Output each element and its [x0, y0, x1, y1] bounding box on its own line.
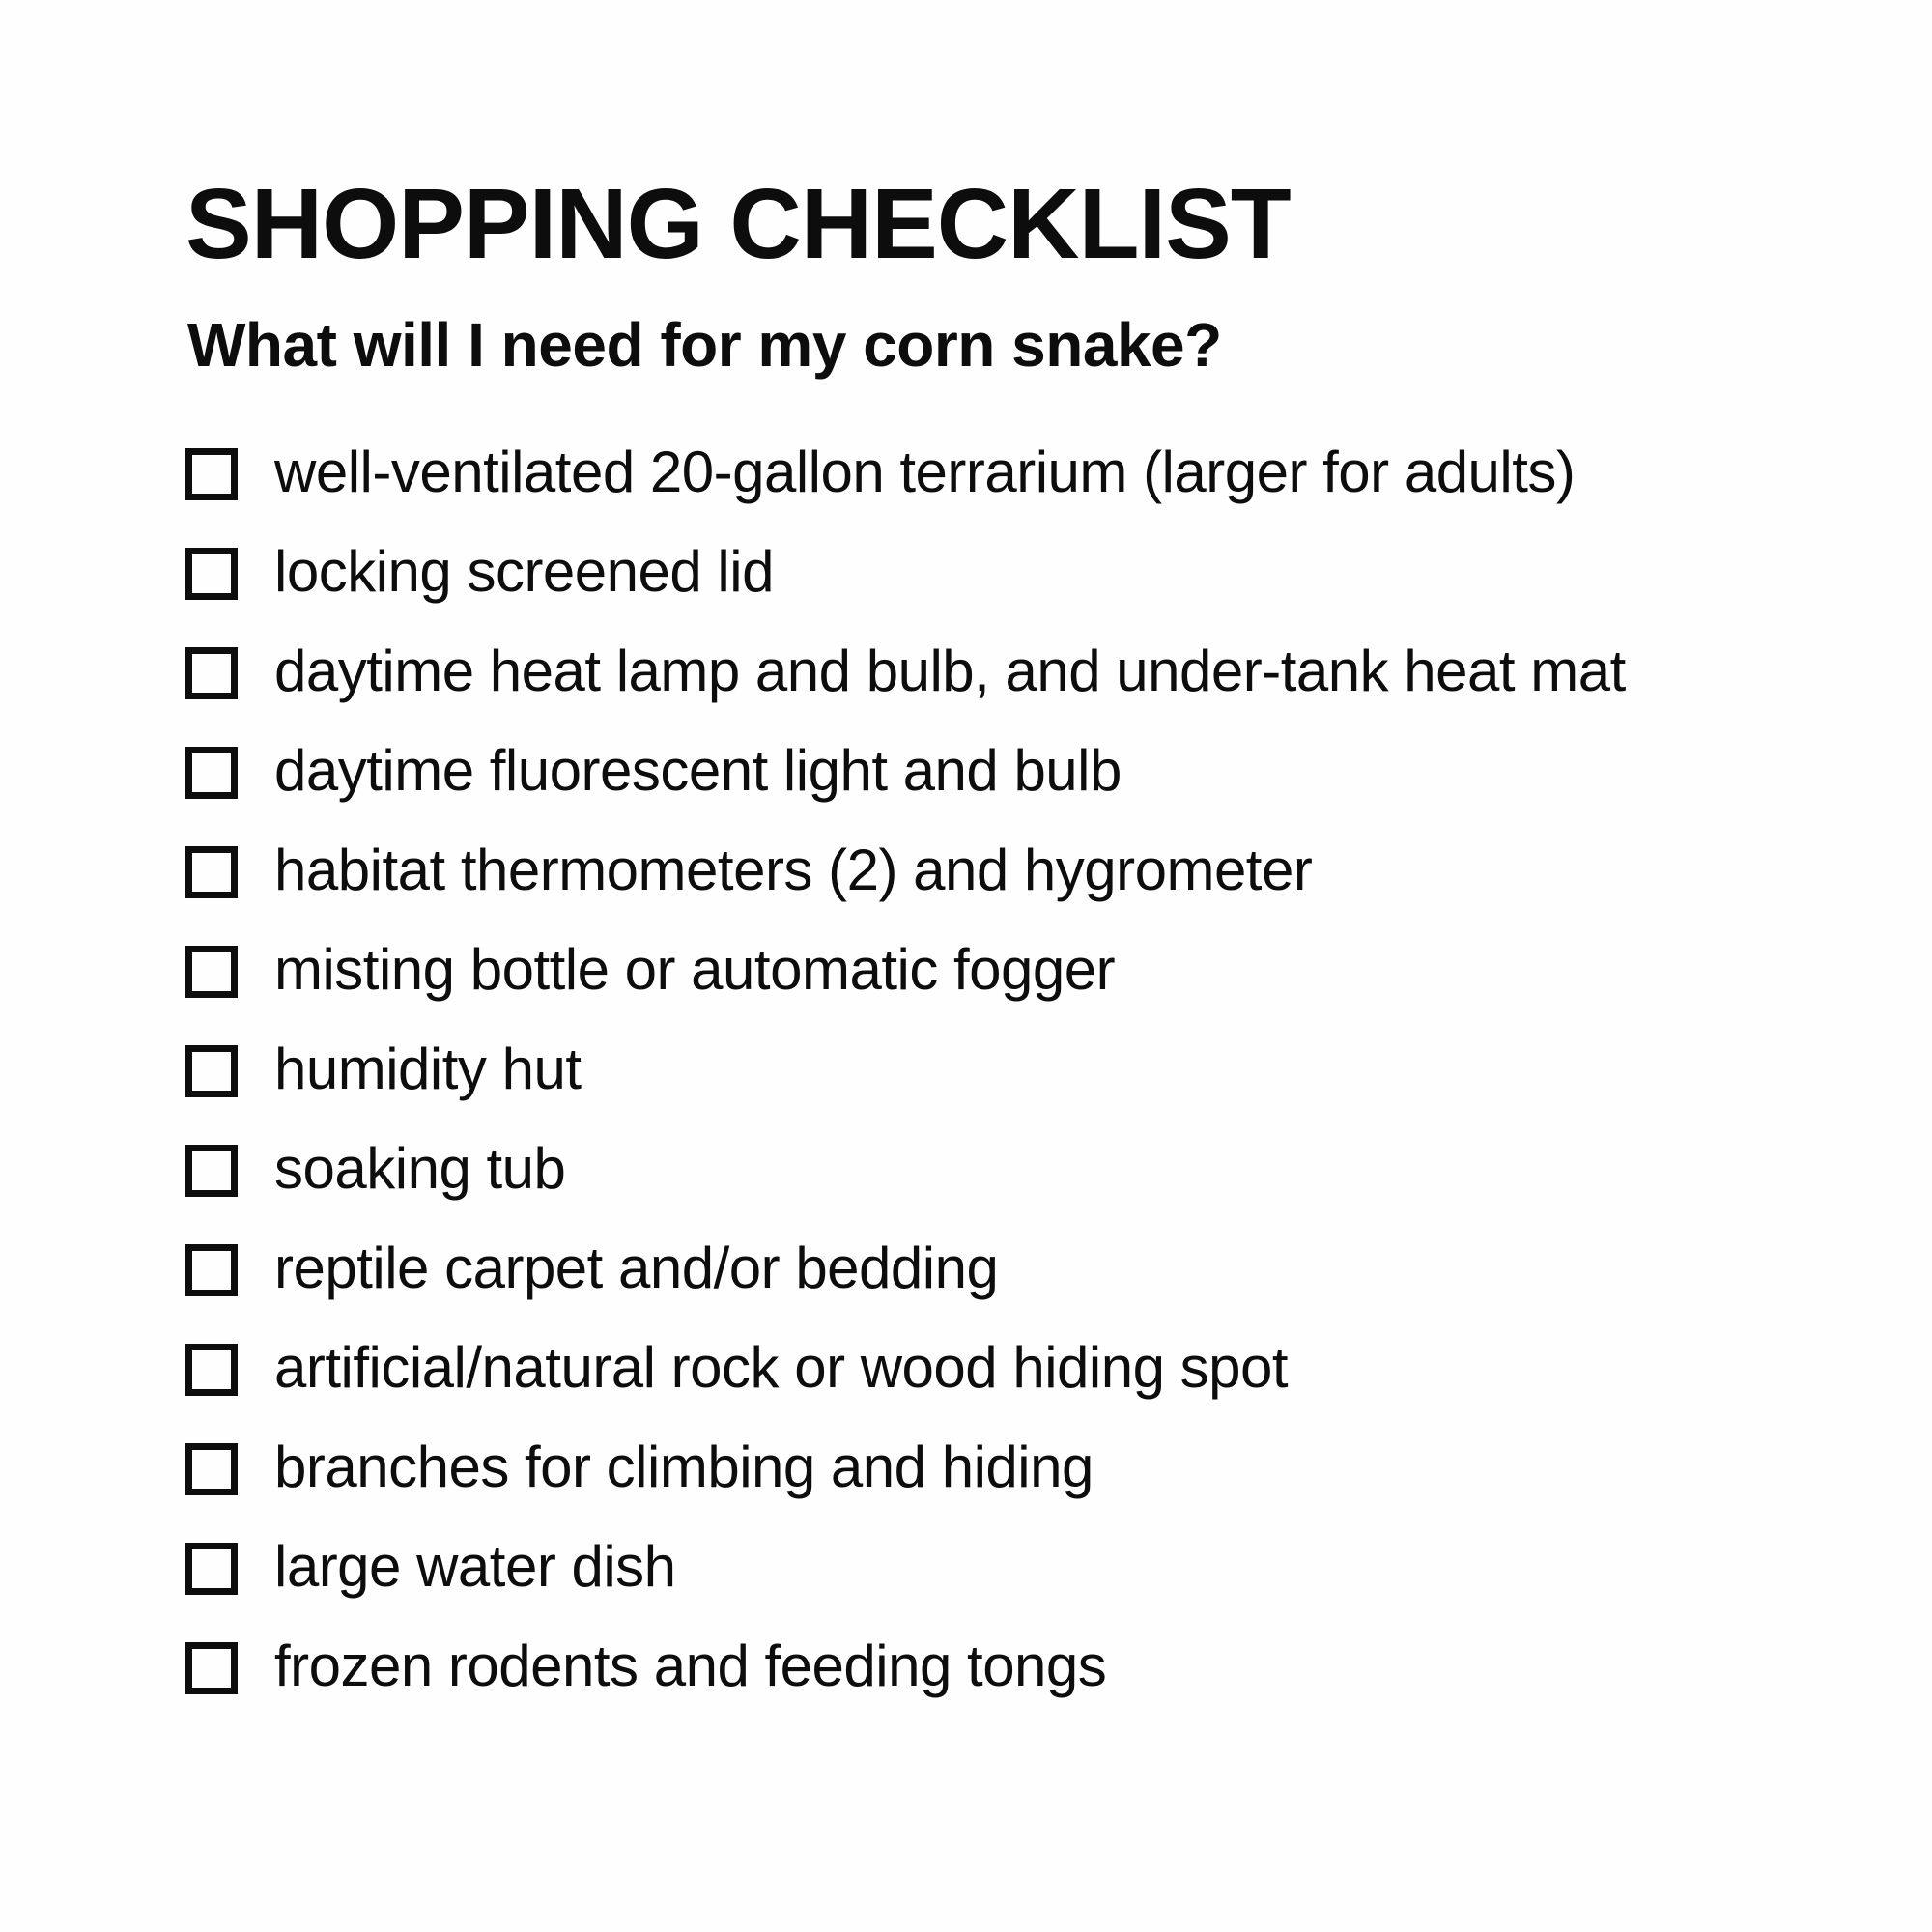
checklist-item-label: misting bottle or automatic fogger [274, 937, 1116, 1003]
checklist-item-label: daytime heat lamp and bulb, and under-tank heat mat [274, 639, 1626, 704]
checkbox-unchecked[interactable] [185, 1244, 238, 1296]
checklist-item-label: habitat thermometers (2) and hygrometer [274, 838, 1313, 903]
page-title: SHOPPING CHECKLIST [185, 168, 1291, 279]
checklist-item [185, 1335, 1826, 1401]
checklist-item-label: well-ventilated 20-gallon terrarium (larger for adults) [274, 440, 1576, 505]
checklist-item-label: soaking tub [274, 1136, 566, 1202]
checkbox-unchecked[interactable] [185, 1642, 238, 1694]
checkbox-unchecked[interactable] [185, 946, 238, 998]
checklist-item [185, 738, 1826, 804]
checklist-item-label: reptile carpet and/or bedding [274, 1236, 999, 1301]
checkbox-unchecked[interactable] [185, 647, 238, 699]
checklist-item [185, 838, 1826, 903]
checklist-item [185, 1236, 1826, 1301]
checkbox-unchecked[interactable] [185, 1344, 238, 1396]
checklist-item-label: humidity hut [274, 1037, 582, 1102]
checkbox-unchecked[interactable] [185, 548, 238, 600]
checkbox-unchecked[interactable] [185, 1145, 238, 1197]
checklist-item [185, 539, 1826, 605]
checklist-item [185, 1634, 1826, 1699]
checkbox-unchecked[interactable] [185, 448, 238, 500]
page-subtitle: What will I need for my corn snake? [187, 310, 1222, 381]
checklist-item-label: artificial/natural rock or wood hiding spot [274, 1335, 1289, 1401]
checklist-item-label: large water dish [274, 1534, 676, 1600]
checklist-item-label: frozen rodents and feeding tongs [274, 1634, 1107, 1699]
checklist-item [185, 1136, 1826, 1202]
checkbox-unchecked[interactable] [185, 846, 238, 898]
checklist-item-label: daytime fluorescent light and bulb [274, 738, 1122, 804]
checkbox-unchecked[interactable] [185, 1045, 238, 1097]
checklist-item [185, 639, 1826, 704]
checklist-item [185, 1037, 1826, 1102]
checklist [185, 440, 1826, 1699]
checklist-item-label: branches for climbing and hiding [274, 1435, 1094, 1500]
checkbox-unchecked[interactable] [185, 747, 238, 799]
checkbox-unchecked[interactable] [185, 1443, 238, 1495]
checklist-item [185, 937, 1826, 1003]
checklist-item [185, 440, 1826, 505]
checklist-item [185, 1534, 1826, 1600]
checkbox-unchecked[interactable] [185, 1543, 238, 1595]
checklist-item [185, 1435, 1826, 1500]
checklist-item-label: locking screened lid [274, 539, 774, 605]
